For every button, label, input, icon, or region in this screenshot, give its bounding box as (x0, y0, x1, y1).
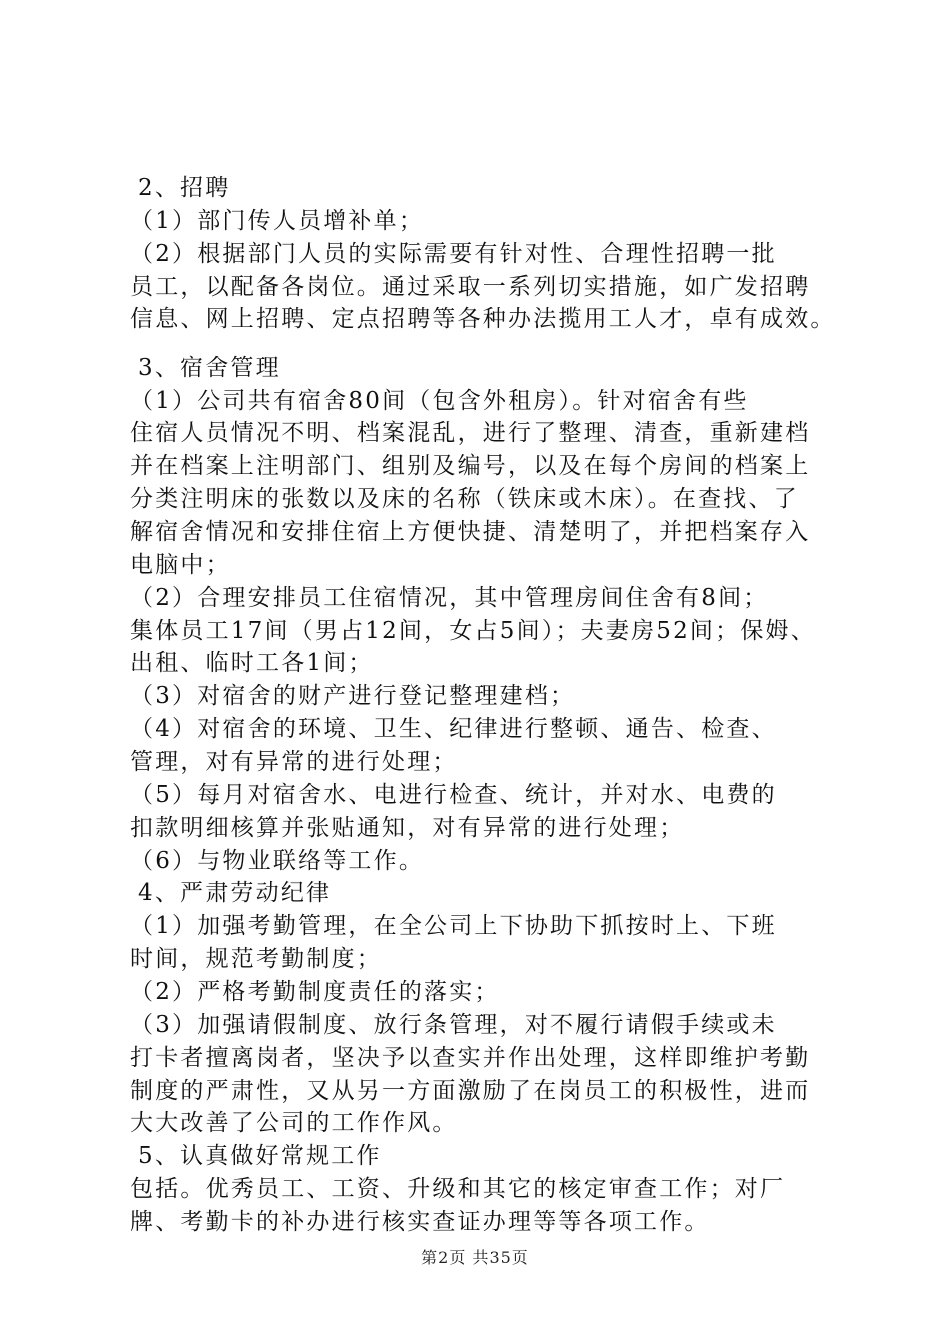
text-line: 扣款明细核算并张贴通知，对有异常的进行处理； (130, 815, 685, 841)
text-line: （6）与物业联络等工作。 (130, 848, 425, 874)
text-line: 打卡者擅离岗者，坚决予以查实并作出处理，这样即维护考勤 (130, 1045, 811, 1071)
text-line: 电脑中； (130, 552, 231, 578)
text-line: 牌、考勤卡的补办进行核实查证办理等等各项工作。 (130, 1209, 710, 1235)
text-line: （2）严格考勤制度责任的落实； (130, 979, 500, 1005)
text-line: 集体员工17间（男占12间，女占5间）；夫妻房52间；保姆、 (130, 618, 816, 644)
text-line: 管理，对有异常的进行处理； (130, 749, 458, 775)
text-line: （1）部门传人员增补单； (130, 208, 425, 234)
text-line: 大大改善了公司的工作作风。 (130, 1110, 458, 1136)
text-line: 时间，规范考勤制度； (130, 946, 382, 972)
text-line: （2）根据部门人员的实际需要有针对性、合理性招聘一批 (130, 241, 777, 267)
section-heading-routine-work: 5、认真做好常规工作 (138, 1143, 382, 1169)
text-line: 制度的严肃性，又从另一方面激励了在岗员工的积极性，进而 (130, 1078, 811, 1104)
text-line: 并在档案上注明部门、组别及编号，以及在每个房间的档案上 (130, 453, 811, 479)
text-line: 解宿舍情况和安排住宿上方便快捷、清楚明了，并把档案存入 (130, 519, 811, 545)
text-line: 分类注明床的张数以及床的名称（铁床或木床）。在查找、了 (130, 486, 799, 512)
text-line: （2）合理安排员工住宿情况，其中管理房间住舍有8间； (130, 585, 769, 611)
section-heading-recruitment: 2、招聘 (138, 175, 231, 201)
text-line: （5）每月对宿舍水、电进行检查、统计，并对水、电费的 (130, 782, 777, 808)
section-heading-dormitory: 3、宿舍管理 (138, 355, 281, 381)
text-line: （3）加强请假制度、放行条管理，对不履行请假手续或未 (130, 1012, 777, 1038)
text-line: （3）对宿舍的财产进行登记整理建档； (130, 683, 576, 709)
text-line: 出租、临时工各1间； (130, 650, 374, 676)
section-heading-labor-discipline: 4、严肃劳动纪律 (138, 880, 332, 906)
text-line: （4）对宿舍的环境、卫生、纪律进行整顿、通告、检查、 (130, 716, 777, 742)
text-line: （1）公司共有宿舍80间（包含外租房）。针对宿舍有些 (130, 388, 749, 414)
text-line: 住宿人员情况不明、档案混乱，进行了整理、清查，重新建档 (130, 420, 811, 446)
text-line: 信息、网上招聘、定点招聘等各种办法揽用工人才，卓有成效。 (130, 306, 836, 332)
text-line: （1）加强考勤管理，在全公司上下协助下抓按时上、下班 (130, 913, 777, 939)
text-line: 包括。优秀员工、工资、升级和其它的核定审查工作；对厂 (130, 1176, 786, 1202)
text-line: 员工，以配备各岗位。通过采取一系列切实措施，如广发招聘 (130, 274, 811, 300)
page-number-footer: 第2页 共35页 (421, 1248, 529, 1267)
